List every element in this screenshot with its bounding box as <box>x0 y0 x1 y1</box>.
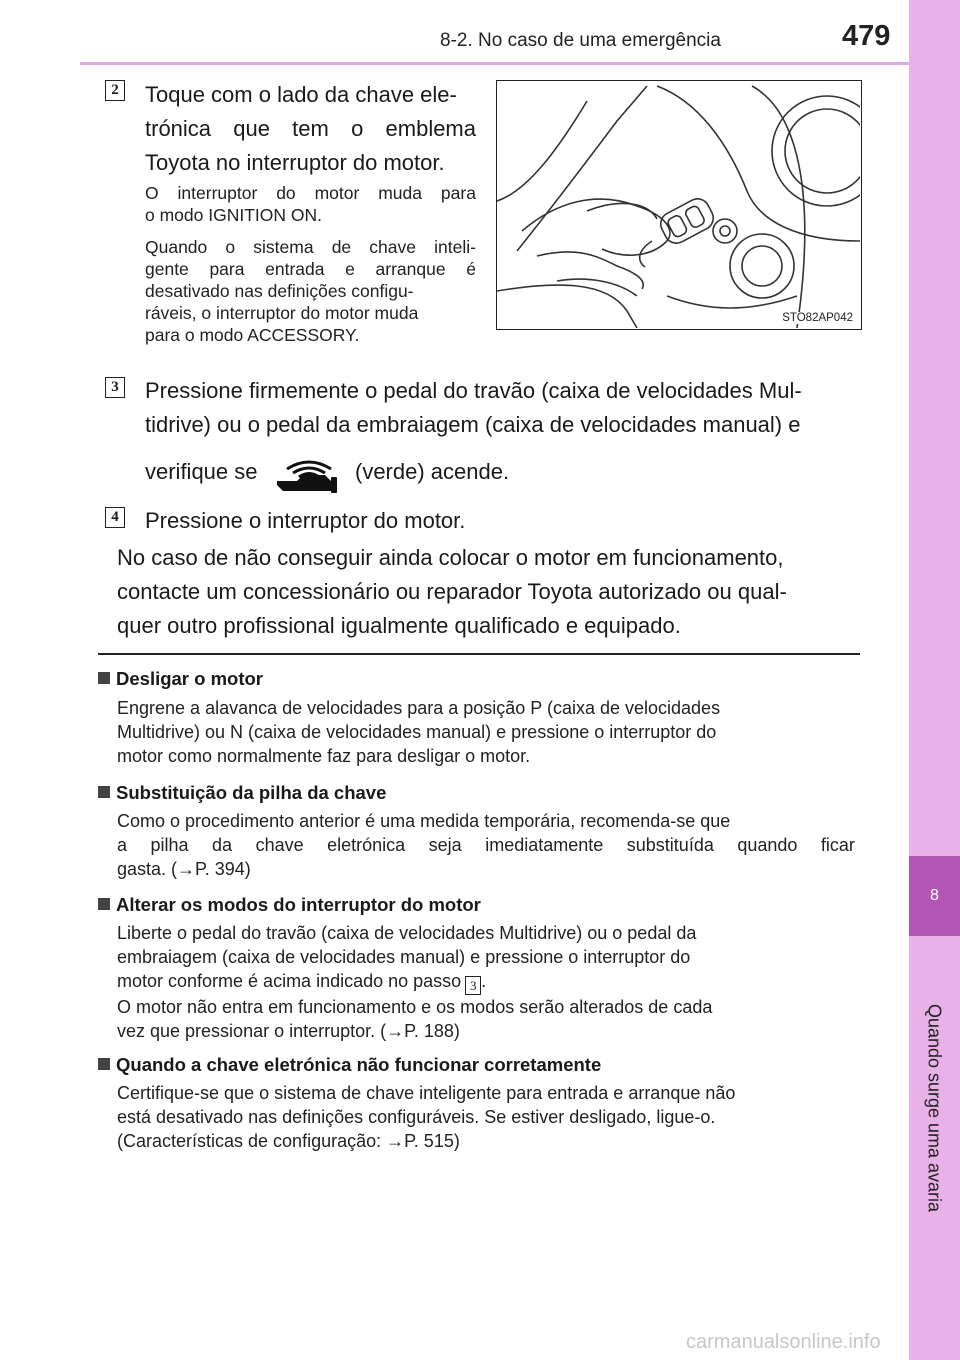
bullet-square-icon <box>98 672 110 684</box>
word: emblema <box>385 116 476 141</box>
section-divider <box>98 653 860 655</box>
note-title: Desligar o motor <box>116 668 263 689</box>
note-line: O interruptor do motor muda para <box>145 183 476 203</box>
step-reference-box: 3 <box>465 976 481 995</box>
note-heading <box>98 894 481 916</box>
step-number-4: 4 <box>105 507 125 528</box>
note-body <box>117 809 855 881</box>
note-line: o modo IGNITION ON. <box>145 205 322 225</box>
bullet-square-icon <box>98 786 110 798</box>
note-line: gente para entrada e arranque é <box>145 259 476 279</box>
word: que <box>233 116 270 141</box>
chapter-label: Quando surge uma avaria <box>924 1003 945 1213</box>
note-title: Quando a chave eletrónica não funcionar corretamente <box>116 1054 602 1075</box>
page-number: 479 <box>842 20 891 52</box>
note-line: Liberte o pedal do travão (caixa de velocidades Multidrive) ou o pedal da <box>117 923 697 943</box>
note-line: Como o procedimento anterior é uma medida temporária, recomenda-se que <box>117 811 731 831</box>
smart-key-indicator-icon <box>273 453 345 495</box>
note-body <box>117 1081 855 1153</box>
note-text: motor conforme é acima indicado no passo <box>117 971 462 991</box>
key-on-engine-switch-illustration <box>496 80 862 330</box>
step-3-indicator-line <box>145 455 258 489</box>
step-number-2: 2 <box>105 80 125 101</box>
indicator-text-before: verifique se <box>145 459 258 484</box>
step-2-note-2 <box>145 236 476 346</box>
period: . <box>481 971 487 991</box>
note-line: motor como normalmente faz para desligar o motor. <box>117 746 531 766</box>
paragraph-line: quer outro profissional igualmente qualificado e equipado. <box>117 613 681 638</box>
word: tem <box>292 116 329 141</box>
bullet-square-icon <box>98 1058 110 1070</box>
closing-paragraph <box>117 541 857 643</box>
paragraph-line: No caso de não conseguir ainda colocar o motor em funcionamento, <box>117 545 784 570</box>
header-rule <box>80 62 910 65</box>
note-title: Alterar os modos do interruptor do motor <box>116 894 481 915</box>
step-3-line: Pressione firmemente o pedal do travão (caixa de velocidades Mul- <box>145 378 802 403</box>
note-line: O motor não entra em funcionamento e os modos serão alterados de cada <box>117 997 713 1017</box>
note-line: gasta. (→P. 394) <box>117 859 251 879</box>
note-body <box>117 696 855 768</box>
step-2-note-1 <box>145 182 476 226</box>
step-3-line: tidrive) ou o pedal da embraiagem (caixa de velocidades manual) e <box>145 412 801 437</box>
step-2-line <box>145 112 476 146</box>
indicator-text-after: (verde) acende. <box>355 459 510 484</box>
watermark: carmanualsonline.info <box>686 1331 881 1353</box>
note-heading <box>98 668 263 690</box>
note-line <box>117 969 855 995</box>
word: trónica <box>145 116 212 141</box>
note-line: (Características de configuração: →P. 515) <box>117 1131 460 1151</box>
illustration-drawing <box>497 81 860 328</box>
note-line: Certifique-se que o sistema de chave inteligente para entrada e arranque não <box>117 1083 736 1103</box>
note-heading <box>98 782 386 804</box>
note-line: ráveis, o interruptor do motor muda <box>145 303 419 323</box>
step-3-instruction <box>145 374 857 442</box>
step-2-instruction <box>145 78 476 180</box>
note-line: Quando o sistema de chave inteli- <box>145 237 476 257</box>
note-line: a pilha da chave eletrónica seja imediatamente substituída quando ficar <box>117 835 855 855</box>
note-title: Substituição da pilha da chave <box>116 782 387 803</box>
note-line: embraiagem (caixa de velocidades manual) e pressione o interruptor do <box>117 947 691 967</box>
section-title: 8-2. No caso de uma emergência <box>440 30 721 51</box>
note-line: está desativado nas definições configuráveis. Se estiver desligado, ligue-o. <box>117 1107 716 1127</box>
step-number-3: 3 <box>105 377 125 398</box>
step-4-instruction: Pressione o interruptor do motor. <box>145 508 466 533</box>
note-line: para o modo ACCESSORY. <box>145 325 360 345</box>
step-2-line: Toque com o lado da chave ele- <box>145 82 457 107</box>
bullet-square-icon <box>98 898 110 910</box>
figure-code: STO82AP042 <box>782 312 853 324</box>
note-heading <box>98 1054 601 1076</box>
note-line: Engrene a alavanca de velocidades para a posição P (caixa de velocidades <box>117 698 721 718</box>
note-line: vez que pressionar o interruptor. (→P. 188) <box>117 1021 460 1041</box>
chapter-number: 8 <box>909 856 960 936</box>
step-2-line: Toyota no interruptor do motor. <box>145 150 445 175</box>
note-body <box>117 921 855 1043</box>
paragraph-line: contacte um concessionário ou reparador Toyota autorizado ou qual- <box>117 579 787 604</box>
note-line: desativado nas definições configu- <box>145 281 414 301</box>
note-line: Multidrive) ou N (caixa de velocidades manual) e pressione o interruptor do <box>117 722 717 742</box>
word: o <box>351 116 364 141</box>
